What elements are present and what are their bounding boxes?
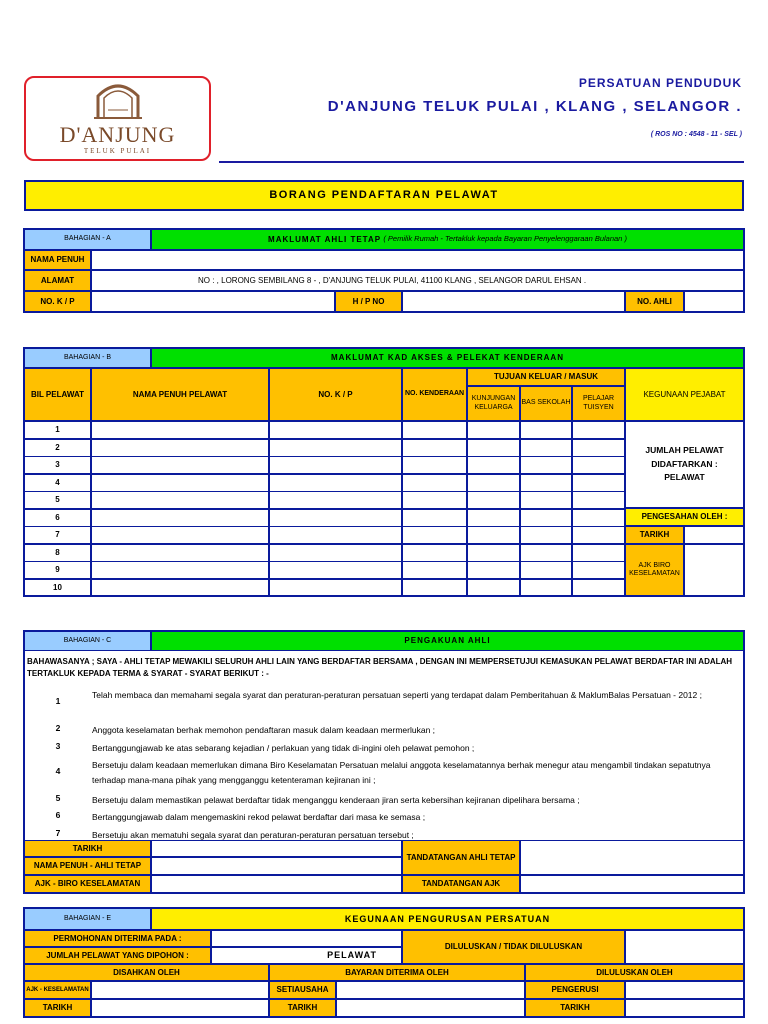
visitor-row-number: 6 [24, 509, 91, 527]
section-b-title: MAKLUMAT KAD AKSES & PELEKAT KENDERAAN [151, 348, 744, 368]
diluluskan-header: DILULUSKAN OLEH [525, 964, 744, 981]
arch-logo-icon [92, 80, 144, 120]
permohonan-label: PERMOHONAN DITERIMA PADA : [24, 930, 211, 947]
nokp-label: NO. K / P [24, 291, 91, 312]
visitor-row-number: 10 [24, 579, 91, 597]
org-name-line1: PERSATUAN PENDUDUK [578, 76, 742, 90]
tarikh-c-label: TARIKH [24, 840, 151, 857]
visitor-row-number: 8 [24, 544, 91, 562]
logo-box [24, 76, 211, 161]
declaration-item-number: 1 [55, 696, 61, 706]
col-kenderaan: NO. KENDERAAN [402, 368, 467, 421]
visitor-row-number: 7 [24, 526, 91, 544]
section-a-frame [23, 228, 745, 313]
declaration-item-text: Bersetuju dalam keadaan memerlukan dimana Biro Keselamatan Persatuan melalui anggota keselamatannya berhak menegur atau mengambil tindakan sepatutnya terhadap mana-mana pihak yang mengganggu ketenteraman kejiranan ini ; [92, 760, 711, 785]
col-bas: BAS SEKOLAH [520, 386, 572, 421]
section-a-title: MAKLUMAT AHLI TETAP ( Pemilik Rumah - Tertakluk kepada Bayaran Penyelenggaraan Bulanan ) [151, 229, 744, 250]
visitor-row-number: 9 [24, 561, 91, 579]
col-tujuan: TUJUAN KELUAR / MASUK [467, 368, 625, 386]
tarikh-b-label: TARIKH [625, 526, 684, 544]
tandatangan-ajk-label: TANDATANGAN AJK [402, 875, 520, 893]
declaration-item-text: Telah membaca dan memahami segala syarat dan peraturan-peraturan persatuan seperti yang terdapat dalam Pemberitahuan & MaklumBalas Persatuan - 2012 ; [92, 690, 702, 700]
col-nama: NAMA PENUH PELAWAT [91, 368, 269, 421]
visitor-row-number: 2 [24, 439, 91, 457]
tarikh-e3-label: TARIKH [525, 999, 625, 1017]
declaration-item-number: 2 [55, 723, 61, 733]
org-name-line2: D'ANJUNG TELUK PULAI , KLANG , SELANGOR . [327, 98, 742, 115]
col-pelajar: PELAJAR TUISYEN [572, 386, 625, 421]
alamat-field[interactable]: NO : , LORONG SEMBILANG 8 - , D'ANJUNG TELUK PULAI, 41100 KLANG , SELANGOR DARUL EHSAN . [91, 270, 744, 291]
tarikh-e2-label: TARIKH [269, 999, 336, 1017]
declaration-item-number: 3 [55, 741, 61, 751]
tandatangan-ahli-label: TANDATANGAN AHLI TETAP [402, 840, 520, 875]
ajk-biro-c-label: AJK - BIRO KESELAMATAN [24, 875, 151, 893]
declaration-item-number: 4 [55, 766, 61, 776]
alamat-label: ALAMAT [24, 270, 91, 291]
logo-subtext: TELUK PULAI [83, 147, 152, 155]
col-kegunaan: KEGUNAAN PEJABAT [625, 368, 744, 421]
declaration-item-text: Bertanggungjawab dalam mengemaskini rekod pelawat berdaftar dari masa ke semasa ; [92, 812, 426, 822]
visitor-row-number: 5 [24, 491, 91, 509]
ajk-biro-label: AJK BIRO KESELAMATAN [625, 544, 684, 596]
jumlah-pelawat-box: JUMLAH PELAWAT DIDAFTARKAN : PELAWAT [625, 421, 744, 508]
visitor-row-number: 1 [24, 421, 91, 439]
disahkan-header: DISAHKAN OLEH [24, 964, 269, 981]
col-kunjungan: KUNJUNGAN KELUARGA [467, 386, 520, 421]
pengerusi-label: PENGERUSI [525, 981, 625, 999]
section-b-frame [23, 347, 745, 597]
section-e-frame [23, 907, 745, 1018]
declaration-item-text: Bersetuju dalam memastikan pelawat berdaftar tidak menganggu kenderaan jiran serta kebersihan kejiranan dipelihara bersama ; [92, 795, 580, 805]
diluluskan-question: DILULUSKAN / TIDAK DILULUSKAN [402, 930, 625, 964]
section-b-tag: BAHAGIAN - B [24, 348, 151, 368]
header-divider [219, 161, 744, 163]
nama-ahli-label: NAMA PENUH - AHLI TETAP [24, 857, 151, 875]
logo-text: D'ANJUNG [59, 122, 176, 147]
section-c-tag: BAHAGIAN - C [24, 631, 151, 651]
visitor-row-number: 3 [24, 456, 91, 474]
section-a-tag: BAHAGIAN - A [24, 229, 151, 250]
pengesahan-label: PENGESAHAN OLEH : [625, 508, 744, 526]
section-c-frame [23, 630, 745, 894]
jumlah-dipohon-label: JUMLAH PELAWAT YANG DIPOHON : [24, 947, 211, 964]
hp-label: H / P NO [335, 291, 402, 312]
noahli-label: NO. AHLI [625, 291, 684, 312]
bayaran-header: BAYARAN DITERIMA OLEH [269, 964, 525, 981]
col-bil: BIL PELAWAT [24, 368, 91, 421]
declaration-item-number: 6 [55, 810, 61, 820]
section-c-title: PENGAKUAN AHLI [151, 631, 744, 651]
section-e-title: KEGUNAAN PENGURUSAN PERSATUAN [151, 908, 744, 930]
section-e-tag: BAHAGIAN - E [24, 908, 151, 930]
col-nokp: NO. K / P [269, 368, 402, 421]
tarikh-e1-label: TARIKH [24, 999, 91, 1017]
declaration-item-number: 7 [55, 828, 61, 838]
declaration-item-text: Bersetuju akan mematuhi segala syarat dan peraturan-peraturan persatuan tersebut ; [92, 830, 414, 840]
ros-number: ( ROS NO : 4548 - 11 - SEL ) [650, 131, 742, 138]
setiausaha-label: SETIAUSAHA [269, 981, 336, 999]
declaration-item-text: Anggota keselamatan berhak memohon pendaftaran masuk dalam keadaan mermerlukan ; [92, 725, 436, 735]
ajk-keselamatan-label: AJK - KESELAMATAN [24, 981, 91, 999]
declaration-item-text: Bertanggungjawab ke atas sebarang kejadian / perlakuan yang tidak di-ingini oleh pelawat pemohon ; [92, 743, 475, 753]
visitor-row-number: 4 [24, 474, 91, 492]
declaration-item-number: 5 [55, 793, 61, 803]
nama-penuh-label: NAMA PENUH [24, 250, 91, 270]
jumlah-dipohon-field[interactable]: PELAWAT [211, 947, 402, 964]
declaration-intro: BAHAWASANYA ; SAYA - AHLI TETAP MEWAKILI SELURUH AHLI LAIN YANG BERDAFTAR BERSAMA , DENGAN INI MEMPERSETUJUI KEMASUKAN PELAWAT BERDAFTAR INI ADALAH TERTAKLUK KEPADA TERMA & SYARAT - SYARAT BERIKUT : - [27, 657, 733, 678]
form-title: BORANG PENDAFTARAN PELAWAT [24, 180, 744, 211]
